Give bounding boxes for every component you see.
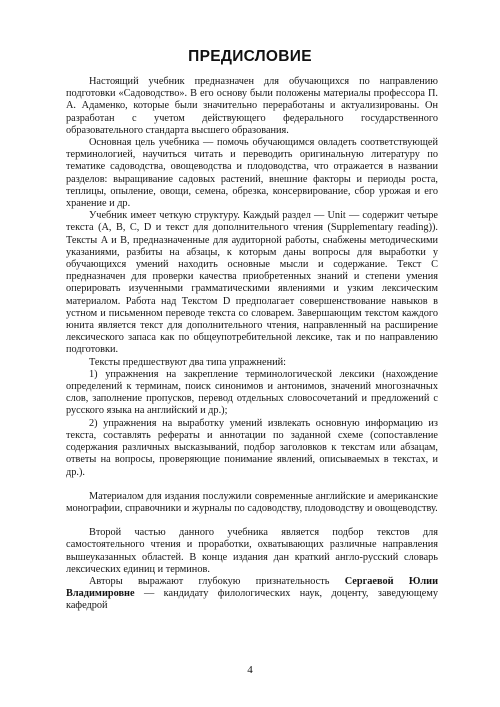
paragraph-exercise-types: Тексты предшествуют два типа упражнений: [89, 356, 286, 368]
acknowledgement-text: Авторы выражают глубокую признательность [89, 575, 345, 587]
page-number: 4 [247, 664, 253, 676]
page-title: ПРЕДИСЛОВИЕ [188, 48, 312, 65]
acknowledgement-text-end: — кандидату филологических наук, доценту, заведующему кафедрой [66, 588, 438, 612]
paragraph-intro: Настоящий учебник предназначен для обучающихся по направлению подготовки «Садоводство». В его основу были положены материалы профессора П. А. Адаменко, которые были значительно переработаны и актуализированы. Он разработан с учетом действующего федерального государственного образовательного стандарта высшего образования. [66, 76, 438, 136]
paragraph-materials: Материалом для издания послужили современные английские и американские монографии, справочники и журналы по садоводству, плодоводству и овощеводству. [66, 490, 438, 514]
body-text [66, 76, 438, 613]
paragraph-second-part: Второй частью данного учебника является подбор текстов для самостоятельного чтения и проработки, охватывающих различные направления вышеуказанных областей. В конце издания дан краткий англо-русский словарь лексических единиц и терминов. [66, 527, 438, 575]
paragraph-exercise-1: 1) упражнения на закрепление терминологической лексики (нахождение определений к терминам, поиск синонимов и антонимов, значений многозначных слов, заполнение пропусков, перевод отдельных словосочетаний и предложений с русского языка на английский и др.); [66, 368, 438, 417]
paragraph-exercise-2: 2) упражнения на выработку умений извлекать основную информацию из текста, составлять рефераты и аннотации по заданной схеме (сопоставление содержания различных высказываний, подбор заголовков к текстам или абзацам, ответы на вопросы, проверяющие понимание явлений, описываемых в текстах, и др.). [66, 417, 438, 478]
paragraph-acknowledgement [66, 576, 438, 613]
acknowledgement-name: Сергаевой Юлии Владимировне [66, 575, 439, 600]
paragraph-main-goal: Основная цель учебника — помочь обучающимся овладеть соответствующей терминологией, научиться читать и переводить оригинальную литературу по тематике садоводства, овощеводства и плодоводства, что отражается в названии разделов: выращивание садовых растений, внешние факторы и периоды роста, теплицы, опыление, овощи, семена, обрезка, консервирование, сбор урожая и его хранение и др. [66, 137, 438, 210]
paragraph-structure: Учебник имеет четкую структуру. Каждый раздел — Unit — содержит четыре текста (A, B, C, D и текст для дополнительного чтения (Supplementary reading)). Тексты A и B, предназначенные для аудиторной работы, снабжены методическими указаниями, разбиты на абзацы, к которым даны вопросы для выработки у обучающихся умений находить основные мысли и содержание. Текст C предназначен для проверки качества приобретенных знаний и степени умения оперировать изученными грамматическими явлениями и узким лексическим материалом. Работа над Текстом D предполагает совершенствование навыков в устном и письменном переводе текста со словарем. Завершающим текстом каждого юнита является текст для дополнительного чтения, направленный на расширение лексического запаса как по общеупотребительной лексике, так и по направлению подготовки. [66, 210, 438, 356]
